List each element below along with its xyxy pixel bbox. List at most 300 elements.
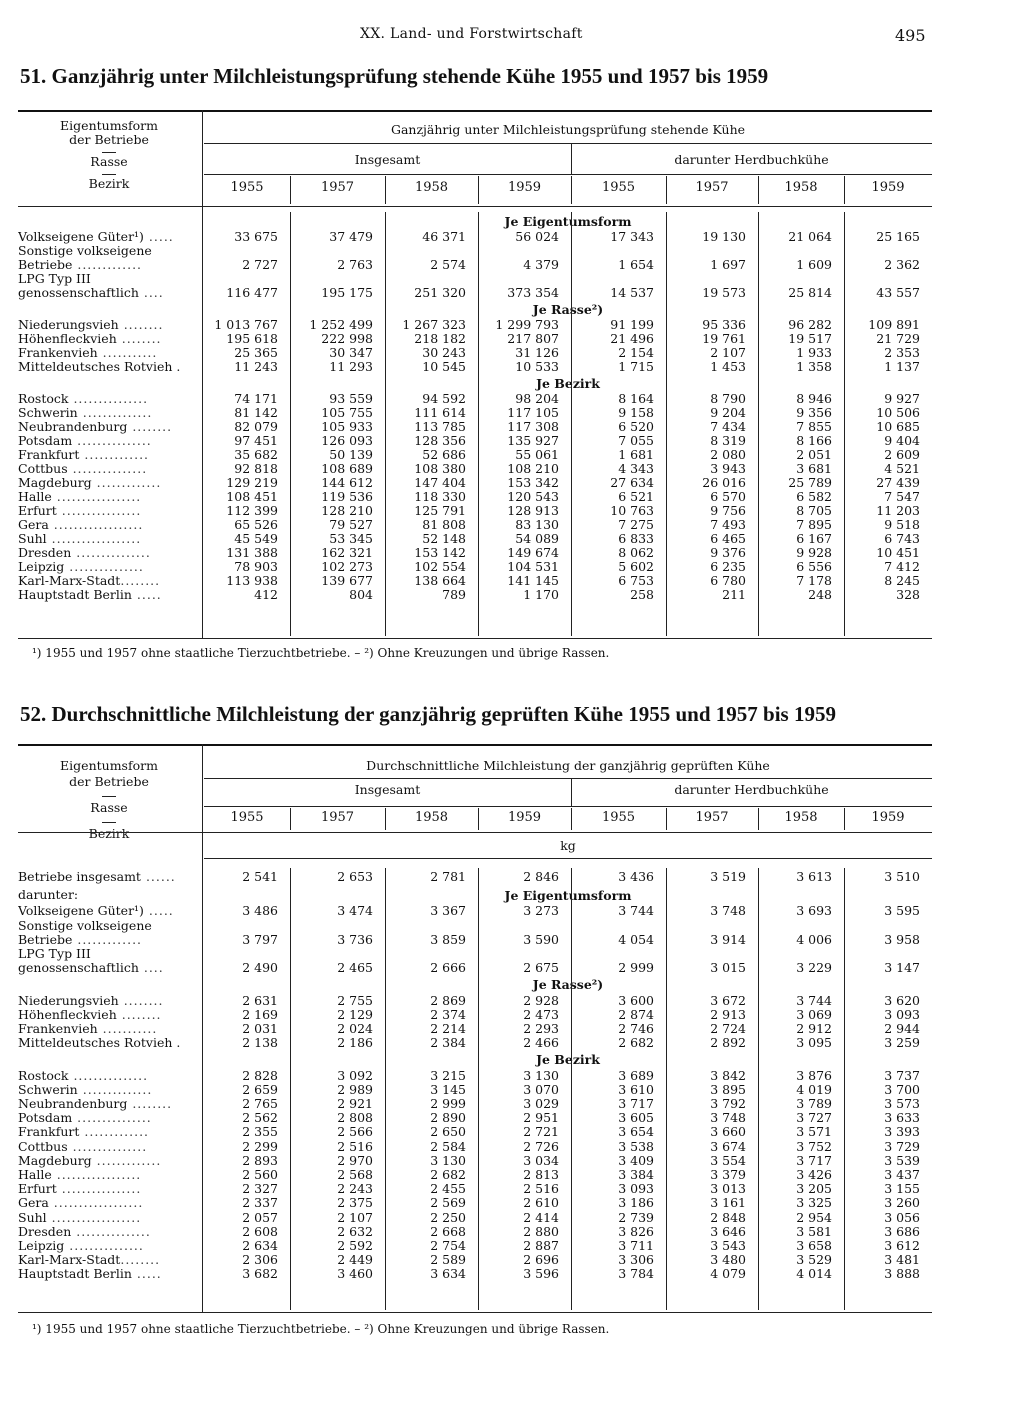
table-row: [18, 546, 932, 560]
row-label-text: Potsdam: [18, 1111, 73, 1126]
table-cell: 17 343: [610, 229, 654, 244]
table-row: [18, 286, 932, 300]
table-cell: 4 019: [796, 1081, 832, 1097]
table-cell: 3 717: [796, 1152, 832, 1168]
table-cell: 2 574: [430, 257, 466, 272]
table-cell: 2 928: [523, 992, 559, 1008]
row-label: [18, 947, 200, 961]
leader-dots: .....: [143, 904, 174, 919]
leader-dots: .............: [91, 476, 162, 490]
table-cell: 2 306: [242, 1252, 278, 1268]
header-bottom-rule: [18, 832, 932, 833]
table-cell: 21 496: [610, 331, 654, 346]
column-main-header: Durchschnittliche Milchleistung der ganzjährig geprüften Kühe: [366, 758, 770, 773]
table-cell: 2 243: [337, 1181, 373, 1197]
table-row: [18, 1196, 932, 1210]
row-label-text: Gera: [18, 518, 49, 532]
table-cell: 2 374: [430, 1006, 466, 1022]
row-label: [18, 532, 200, 546]
table-cell: 50 139: [329, 447, 373, 462]
leader-dots: ........: [116, 1007, 162, 1022]
stub-header-line: der Betriebe: [69, 132, 149, 147]
table-cell: 153 342: [507, 475, 559, 490]
column-divider: [758, 808, 759, 830]
leader-dots: ...............: [71, 546, 151, 560]
row-label-text: Höhenfleckvieh: [18, 1007, 117, 1022]
table-cell: 33 675: [234, 229, 278, 244]
table-cell: 10 506: [876, 405, 920, 420]
table-cell: 1 654: [618, 257, 654, 272]
table-cell: 3 744: [796, 992, 832, 1008]
table-row: [18, 947, 932, 961]
table-cell: 56 024: [515, 229, 559, 244]
table-cell: 113 938: [226, 573, 278, 588]
stub-header-line: Bezirk: [88, 176, 130, 191]
table-cell: 78 903: [234, 559, 278, 574]
row-label-text: Magdeburg: [18, 476, 92, 490]
year-header: 1959: [507, 810, 542, 825]
table-cell: 3 612: [884, 1238, 920, 1253]
table-cell: 14 537: [610, 285, 654, 300]
row-label-text: Betriebe insgesamt: [18, 870, 141, 884]
table-top-rule: [18, 744, 932, 746]
table-cell: 4 054: [618, 931, 654, 947]
table-cell: 3 646: [710, 1223, 746, 1239]
table-cell: 2 659: [242, 1081, 278, 1097]
header-rule: [204, 806, 932, 807]
table-cell: 118 330: [414, 489, 466, 504]
row-label: [18, 490, 200, 504]
column-divider: [385, 868, 386, 1310]
table-cell: 3 693: [796, 903, 832, 919]
table-cell: 2 763: [337, 257, 373, 272]
table-cell: 2 874: [618, 1006, 654, 1022]
table-cell: 9 928: [796, 545, 832, 560]
table-cell: 3 748: [710, 903, 746, 919]
table-cell: 9 376: [710, 545, 746, 560]
table-cell: 3 093: [884, 1006, 920, 1022]
table-row: [18, 434, 932, 448]
leader-dots: ...............: [67, 462, 148, 476]
table-cell: 2 455: [430, 1181, 466, 1197]
table-cell: 9 927: [884, 391, 920, 406]
table-cell: 2 675: [523, 960, 559, 976]
table-row: [18, 870, 932, 884]
table-cell: 4 343: [618, 461, 654, 476]
leader-dots: ...............: [67, 1139, 148, 1154]
table-cell: 6 582: [796, 489, 832, 504]
table-row: [18, 448, 932, 462]
row-label: [18, 1154, 200, 1168]
table-cell: 1 170: [523, 587, 559, 602]
row-label-text: Halle: [18, 1168, 52, 1182]
row-label-text: Gera: [18, 1196, 49, 1211]
row-label: [18, 1036, 200, 1050]
table-cell: 2 024: [337, 1021, 373, 1036]
column-divider: [571, 808, 572, 830]
table-cell: 3 029: [523, 1096, 559, 1111]
table-cell: 81 142: [234, 405, 278, 420]
table-cell: 3 384: [618, 1167, 654, 1182]
table-cell: 8 705: [796, 503, 832, 518]
row-label: [18, 574, 200, 588]
table-cell: 3 460: [337, 1266, 373, 1282]
row-label-text: Suhl: [18, 532, 47, 546]
table-cell: 102 554: [414, 559, 466, 574]
row-label-text: Mitteldeutsches Rotvieh .: [18, 1036, 181, 1051]
section-title: Je Bezirk: [536, 376, 600, 391]
table-cell: 1 358: [796, 359, 832, 374]
table-cell: 25 365: [234, 345, 278, 360]
table-cell: 3 486: [242, 903, 278, 919]
table-cell: 3 681: [796, 461, 832, 476]
year-header: 1959: [507, 180, 542, 195]
leader-dots: ...............: [64, 560, 144, 574]
table-cell: 37 479: [329, 229, 373, 244]
table-cell: 8 946: [796, 391, 832, 406]
group-divider: [571, 143, 572, 174]
table-cell: 2 293: [523, 1021, 559, 1036]
table-cell: 139 677: [321, 573, 373, 588]
table-cell: 3 581: [796, 1223, 832, 1239]
table-cell: 7 855: [796, 419, 832, 434]
year-header: 1959: [871, 810, 905, 825]
table-row: [18, 518, 932, 532]
table-cell: 9 756: [710, 503, 746, 518]
leader-dots: .....: [131, 588, 162, 602]
table-cell: 7 275: [618, 517, 654, 532]
table-cell: 108 451: [226, 489, 278, 504]
row-label: [18, 518, 200, 532]
header-rule: [204, 143, 932, 144]
table-cell: 102 273: [321, 559, 373, 574]
row-label-text: genossenschaftlich: [18, 961, 139, 976]
table-cell: 222 998: [321, 331, 373, 346]
row-label-text: Karl-Marx-Stadt: [18, 574, 121, 588]
table-cell: 3 660: [710, 1124, 746, 1140]
leader-dots: ........: [127, 420, 173, 434]
leader-dots: ...............: [72, 434, 152, 448]
table-cell: 3 145: [430, 1081, 466, 1097]
table-cell: 3 727: [796, 1110, 832, 1126]
table-cell: 2 970: [337, 1152, 373, 1168]
table-row: [18, 961, 932, 975]
table-cell: 2 754: [430, 1238, 466, 1253]
table-cell: 135 927: [507, 433, 559, 448]
row-label-text: Frankfurt: [18, 448, 80, 462]
row-label: [18, 1182, 200, 1196]
column-divider: [666, 808, 667, 830]
table-cell: 2 808: [337, 1110, 373, 1126]
table-cell: 3 474: [337, 903, 373, 919]
table-cell: 3 092: [337, 1067, 373, 1083]
table-cell: 3 752: [796, 1138, 832, 1154]
table-row: [18, 1097, 932, 1111]
section-title: Je Eigentumsform: [504, 214, 632, 229]
table-cell: 10 533: [515, 359, 559, 374]
table-cell: 2 634: [242, 1238, 278, 1253]
table-cell: 3 437: [884, 1167, 920, 1182]
table-cell: 19 517: [788, 331, 832, 346]
table-cell: 43 557: [876, 285, 920, 300]
row-label: [18, 961, 200, 975]
table-cell: 55 061: [515, 447, 559, 462]
table-cell: 3 654: [618, 1124, 654, 1140]
row-label: [18, 1211, 200, 1225]
table-cell: 112 399: [226, 503, 278, 518]
leader-dots: ..................: [48, 518, 144, 532]
table-cell: 3 682: [242, 1266, 278, 1282]
row-label: [18, 1267, 200, 1281]
column-group-header: darunter Herdbuchkühe: [674, 152, 829, 167]
table-row: [18, 1083, 932, 1097]
table-cell: 3 736: [337, 931, 373, 947]
table-cell: 3 600: [618, 992, 654, 1008]
table-cell: 3 070: [523, 1081, 559, 1097]
table-cell: 79 527: [329, 517, 373, 532]
table-cell: 3 013: [710, 1181, 746, 1197]
row-label: [18, 1253, 200, 1267]
table-cell: 3 306: [618, 1252, 654, 1268]
table-cell: 804: [349, 587, 373, 602]
row-label-text: Neubrandenburg: [18, 1097, 128, 1111]
table-cell: 9 204: [710, 405, 746, 420]
row-label-text: Dresden: [18, 546, 72, 560]
table-cell: 2 516: [523, 1181, 559, 1197]
row-label: [18, 870, 200, 884]
leader-dots: ........: [118, 993, 164, 1008]
table-cell: 2 682: [430, 1167, 466, 1182]
table-cell: 6 521: [618, 489, 654, 504]
table-cell: 3 571: [796, 1124, 832, 1140]
table-cell: 3 797: [242, 931, 278, 947]
table-cell: 2 869: [430, 992, 466, 1008]
table-row: [18, 1211, 932, 1225]
table-cell: 2 666: [430, 960, 466, 976]
table-cell: 6 167: [796, 531, 832, 546]
table-cell: 4 521: [884, 461, 920, 476]
page-header: [0, 26, 1024, 48]
unit-rule: [204, 858, 932, 859]
table-cell: 3 539: [884, 1152, 920, 1168]
table-cell: 2 214: [430, 1021, 466, 1036]
row-label-text: LPG Typ III: [18, 272, 91, 286]
table-cell: 2 250: [430, 1209, 466, 1225]
table-cell: 2 610: [523, 1195, 559, 1211]
column-divider: [478, 868, 479, 1310]
table-cell: 3 610: [618, 1081, 654, 1097]
table-cell: 3 259: [884, 1035, 920, 1051]
row-label-text: Sonstige volkseigene: [18, 918, 152, 933]
table-cell: 19 761: [702, 331, 746, 346]
table-row: [18, 1008, 932, 1022]
group-divider: [571, 868, 572, 1310]
table-cell: 2 154: [618, 345, 654, 360]
year-header: 1957: [320, 810, 355, 825]
table-51: [18, 110, 932, 640]
table-cell: 3 436: [618, 869, 654, 884]
row-label: [18, 560, 200, 574]
leader-dots: ...........: [97, 1022, 158, 1036]
row-label: [18, 546, 200, 560]
table-cell: 9 356: [796, 405, 832, 420]
table-cell: 9 404: [884, 433, 920, 448]
table-cell: 6 520: [618, 419, 654, 434]
leader-dots: ...........: [97, 346, 158, 360]
table-cell: 6 743: [884, 531, 920, 546]
row-label-text: Karl-Marx-Stadt: [18, 1253, 121, 1268]
table-cell: 7 178: [796, 573, 832, 588]
row-label: [18, 434, 200, 448]
year-header: 1957: [320, 180, 355, 195]
row-label: [18, 1125, 200, 1139]
leader-dots: .............: [79, 1125, 150, 1140]
table-bottom-rule: [18, 638, 932, 639]
table-cell: 8 245: [884, 573, 920, 588]
table-cell: 3 792: [710, 1096, 746, 1111]
stub-header-line: Rasse: [90, 154, 128, 169]
table-row: [18, 476, 932, 490]
table-cell: 19 130: [702, 229, 746, 244]
leader-dots: ..............: [77, 406, 153, 420]
table-cell: 2 057: [242, 1209, 278, 1225]
table-cell: 2 327: [242, 1181, 278, 1197]
table-cell: 83 130: [515, 517, 559, 532]
row-label: [18, 420, 200, 434]
table-cell: 3 789: [796, 1096, 832, 1111]
row-label-text: Cottbus: [18, 1139, 68, 1154]
row-label-text: Frankenvieh: [18, 1022, 98, 1036]
row-label: [18, 360, 200, 374]
table-cell: 2 186: [337, 1035, 373, 1051]
table-cell: 30 347: [329, 345, 373, 360]
table-cell: 4 379: [523, 257, 559, 272]
column-divider: [758, 868, 759, 1310]
leader-dots: ....: [138, 286, 164, 300]
table-cell: 10 763: [610, 503, 654, 518]
table-cell: 2 541: [242, 869, 278, 884]
table-row: [18, 272, 932, 286]
table-row: [18, 462, 932, 476]
table-cell: 96 282: [788, 317, 832, 332]
leader-dots: ...............: [68, 392, 149, 406]
row-label-text: Halle: [18, 490, 52, 504]
row-label: [18, 448, 200, 462]
table-cell: 94 592: [422, 391, 466, 406]
table-cell: 25 165: [876, 229, 920, 244]
row-label: [18, 904, 200, 918]
leader-dots: ........: [116, 332, 162, 346]
table-cell: 46 371: [422, 229, 466, 244]
table-cell: 7 493: [710, 517, 746, 532]
table-row: [18, 420, 932, 434]
table-cell: 105 933: [321, 419, 373, 434]
row-label: [18, 272, 200, 286]
table-cell: 1 697: [710, 257, 746, 272]
table-51-title: 51. Ganzjährig unter Milchleistungsprüfung stehende Kühe 1955 und 1957 bis 1959: [20, 64, 769, 88]
year-header: 1957: [695, 180, 729, 195]
column-divider: [844, 808, 845, 830]
table-cell: 3 481: [884, 1252, 920, 1268]
table-cell: 2 051: [796, 447, 832, 462]
row-label-text: Hauptstadt Berlin: [18, 1267, 132, 1282]
table-cell: 91 199: [610, 317, 654, 332]
column-divider: [290, 808, 291, 830]
table-cell: 9 518: [884, 517, 920, 532]
table-cell: 2 562: [242, 1110, 278, 1126]
row-label: [18, 406, 200, 420]
column-divider: [758, 176, 759, 204]
table-cell: 3 379: [710, 1167, 746, 1182]
row-label-text: Sonstige volkseigene: [18, 244, 152, 258]
table-cell: 2 560: [242, 1167, 278, 1182]
table-cell: 3 529: [796, 1252, 832, 1268]
table-cell: 3 155: [884, 1181, 920, 1197]
table-cell: 128 913: [507, 503, 559, 518]
year-header: 1958: [784, 810, 818, 825]
leader-dots: ..................: [46, 532, 142, 546]
table-cell: 117 308: [507, 419, 559, 434]
table-cell: 217 807: [507, 331, 559, 346]
column-divider: [844, 868, 845, 1310]
table-cell: 3 958: [884, 931, 920, 947]
table-cell: 2 129: [337, 1006, 373, 1022]
table-cell: 2 668: [430, 1223, 466, 1239]
table-cell: 3 186: [618, 1195, 654, 1211]
table-cell: 2 465: [337, 960, 373, 976]
table-cell: 128 356: [414, 433, 466, 448]
header-rule: [204, 174, 932, 175]
leader-dots: ..................: [46, 1210, 142, 1225]
table-row: [18, 1111, 932, 1125]
leader-dots: .............: [72, 932, 143, 947]
stub-header-line: Eigentumsform: [60, 758, 158, 773]
stub-header-line: Eigentumsform: [60, 118, 158, 133]
year-header: 1958: [414, 180, 449, 195]
table-cell: 104 531: [507, 559, 559, 574]
table-cell: 2 781: [430, 869, 466, 884]
table-cell: 8 319: [710, 433, 746, 448]
table-cell: 2 846: [523, 869, 559, 884]
table-cell: 6 570: [710, 489, 746, 504]
table-cell: 2 989: [337, 1081, 373, 1097]
row-label-text: Frankfurt: [18, 1125, 80, 1140]
table-cell: 45 549: [234, 531, 278, 546]
table-cell: 2 031: [242, 1021, 278, 1036]
row-label-text: LPG Typ III: [18, 947, 91, 961]
table-cell: 153 142: [414, 545, 466, 560]
table-cell: 2 944: [884, 1021, 920, 1036]
table-cell: 2 893: [242, 1152, 278, 1168]
table-cell: 108 380: [414, 461, 466, 476]
column-divider: [844, 212, 845, 636]
table-cell: 2 650: [430, 1124, 466, 1140]
row-label-text: Volkseigene Güter¹): [18, 904, 144, 919]
table-row: [18, 1022, 932, 1036]
table-cell: 19 573: [702, 285, 746, 300]
table-cell: 2 375: [337, 1195, 373, 1211]
table-cell: 3 519: [710, 869, 746, 884]
table-cell: 25 789: [788, 475, 832, 490]
table-cell: 195 618: [226, 331, 278, 346]
column-divider: [758, 212, 759, 636]
table-row: [18, 994, 932, 1008]
table-row: [18, 318, 932, 332]
column-group-header: Insgesamt: [354, 152, 421, 167]
table-cell: 195 175: [321, 285, 373, 300]
column-divider: [290, 176, 291, 204]
row-label: [18, 1008, 200, 1022]
